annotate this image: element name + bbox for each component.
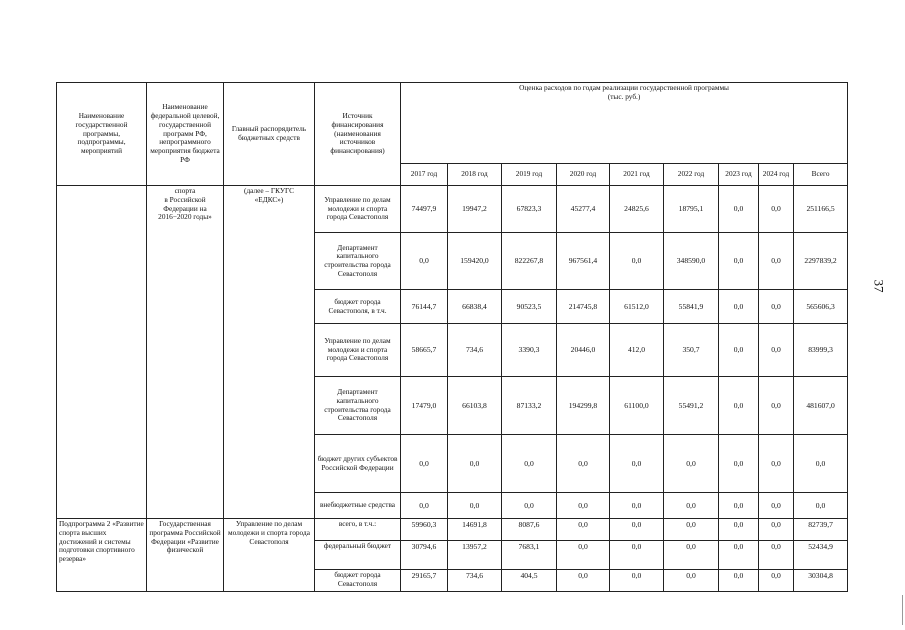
value-cell: 19947,2 bbox=[448, 186, 502, 233]
budget-table bbox=[56, 82, 848, 592]
value-cell: 0,0 bbox=[664, 435, 719, 493]
value-cell: 734,6 bbox=[448, 570, 502, 592]
value-cell: 0,0 bbox=[502, 493, 557, 519]
program-cell bbox=[57, 186, 147, 519]
value-cell: 0,0 bbox=[759, 435, 794, 493]
value-cell: 66103,8 bbox=[448, 377, 502, 435]
value-cell: 0,0 bbox=[719, 541, 759, 570]
value-cell: 29165,7 bbox=[401, 570, 448, 592]
value-cell: 59960,3 bbox=[401, 519, 448, 541]
value-cell: 61100,0 bbox=[610, 377, 664, 435]
value-cell: 45277,4 bbox=[557, 186, 610, 233]
value-cell: 0,0 bbox=[719, 493, 759, 519]
value-cell: 61512,0 bbox=[610, 290, 664, 324]
value-cell: 348590,0 bbox=[664, 233, 719, 290]
value-cell: 0,0 bbox=[448, 435, 502, 493]
value-cell: 0,0 bbox=[719, 233, 759, 290]
year-header: 2023 год bbox=[719, 164, 759, 186]
value-cell: 13957,2 bbox=[448, 541, 502, 570]
value-cell: 0,0 bbox=[557, 435, 610, 493]
value-cell: 404,5 bbox=[502, 570, 557, 592]
year-header: 2019 год bbox=[502, 164, 557, 186]
manager-cell: (далее – ГКУГС «ЕДКС») bbox=[224, 186, 315, 519]
value-cell: 58665,7 bbox=[401, 324, 448, 377]
value-cell: 0,0 bbox=[557, 570, 610, 592]
value-cell: 0,0 bbox=[610, 233, 664, 290]
value-cell: 251166,5 bbox=[794, 186, 848, 233]
value-cell: 0,0 bbox=[610, 570, 664, 592]
value-cell: 0,0 bbox=[557, 493, 610, 519]
value-cell: 0,0 bbox=[610, 519, 664, 541]
value-cell: 0,0 bbox=[759, 493, 794, 519]
federal-program-cell: Государственная программа Российской Федерации «Развитие физической bbox=[147, 519, 224, 592]
federal-program-cell: спорта в Российской Федерации на 2016−2020 годы» bbox=[147, 186, 224, 519]
value-cell: 0,0 bbox=[759, 233, 794, 290]
year-header: 2022 год bbox=[664, 164, 719, 186]
page-number: 37 bbox=[871, 279, 887, 293]
value-cell: 76144,7 bbox=[401, 290, 448, 324]
funding-source-cell: бюджет города Севастополя bbox=[315, 570, 401, 592]
value-cell: 0,0 bbox=[759, 570, 794, 592]
value-cell: 0,0 bbox=[719, 435, 759, 493]
value-cell: 3390,3 bbox=[502, 324, 557, 377]
value-cell: 0,0 bbox=[719, 377, 759, 435]
funding-source-cell: бюджет других субъектов Российской Федерации bbox=[315, 435, 401, 493]
header-estimate: Оценка расходов по годам реализации государственной программы (тыс. руб.) bbox=[401, 83, 848, 164]
table-row bbox=[57, 186, 848, 233]
value-cell: 30304,8 bbox=[794, 570, 848, 592]
value-cell: 0,0 bbox=[759, 290, 794, 324]
funding-source-cell: федеральный бюджет bbox=[315, 541, 401, 570]
year-header: 2021 год bbox=[610, 164, 664, 186]
value-cell: 0,0 bbox=[759, 377, 794, 435]
table-row bbox=[57, 519, 848, 541]
value-cell: 18795,1 bbox=[664, 186, 719, 233]
value-cell: 412,0 bbox=[610, 324, 664, 377]
year-header: 2020 год bbox=[557, 164, 610, 186]
funding-source-cell: бюджет города Севастополя, в т.ч. bbox=[315, 290, 401, 324]
header-source: Источник финансирования (наименования источников финансирования) bbox=[315, 83, 401, 186]
funding-source-cell: всего, в т.ч.: bbox=[315, 519, 401, 541]
header-federal: Наименование федеральной целевой, государственной программ РФ, непрограммного мероприятия бюджета РФ bbox=[147, 83, 224, 186]
value-cell: 0,0 bbox=[759, 186, 794, 233]
funding-source-cell: Управление по делам молодежи и спорта города Севастополя bbox=[315, 186, 401, 233]
value-cell: 14691,8 bbox=[448, 519, 502, 541]
value-cell: 0,0 bbox=[664, 541, 719, 570]
value-cell: 481607,0 bbox=[794, 377, 848, 435]
value-cell: 67823,3 bbox=[502, 186, 557, 233]
edge-mark bbox=[902, 595, 903, 625]
manager-cell: Управление по делам молодежи и спорта города Севастополя bbox=[224, 519, 315, 592]
value-cell: 0,0 bbox=[719, 324, 759, 377]
year-header: 2024 год bbox=[759, 164, 794, 186]
value-cell: 734,6 bbox=[448, 324, 502, 377]
program-cell: Подпрограмма 2 «Развитие спорта высших достижений и системы подготовки спортивного резерва» bbox=[57, 519, 147, 592]
header-row bbox=[57, 83, 848, 164]
value-cell: 0,0 bbox=[759, 541, 794, 570]
year-header: 2018 год bbox=[448, 164, 502, 186]
value-cell: 194299,8 bbox=[557, 377, 610, 435]
value-cell: 24825,6 bbox=[610, 186, 664, 233]
value-cell: 0,0 bbox=[759, 324, 794, 377]
value-cell: 2297839,2 bbox=[794, 233, 848, 290]
value-cell: 0,0 bbox=[448, 493, 502, 519]
funding-source-cell: внебюджетные средства bbox=[315, 493, 401, 519]
value-cell: 0,0 bbox=[401, 233, 448, 290]
value-cell: 565606,3 bbox=[794, 290, 848, 324]
value-cell: 0,0 bbox=[610, 541, 664, 570]
value-cell: 55841,9 bbox=[664, 290, 719, 324]
value-cell: 0,0 bbox=[719, 519, 759, 541]
value-cell: 0,0 bbox=[610, 493, 664, 519]
value-cell: 822267,8 bbox=[502, 233, 557, 290]
value-cell: 8087,6 bbox=[502, 519, 557, 541]
value-cell: 0,0 bbox=[557, 519, 610, 541]
year-header: Всего bbox=[794, 164, 848, 186]
funding-source-cell: Департамент капитального строительства города Севастополя bbox=[315, 377, 401, 435]
value-cell: 967561,4 bbox=[557, 233, 610, 290]
header-manager: Главный распорядитель бюджетных средств bbox=[224, 83, 315, 186]
header-program: Наименование государственной программы, подпрограммы, мероприятий bbox=[57, 83, 147, 186]
value-cell: 0,0 bbox=[719, 186, 759, 233]
value-cell: 52434,9 bbox=[794, 541, 848, 570]
value-cell: 87133,2 bbox=[502, 377, 557, 435]
value-cell: 350,7 bbox=[664, 324, 719, 377]
value-cell: 0,0 bbox=[759, 519, 794, 541]
funding-source-cell: Управление по делам молодежи и спорта города Севастополя bbox=[315, 324, 401, 377]
value-cell: 159420,0 bbox=[448, 233, 502, 290]
value-cell: 0,0 bbox=[794, 435, 848, 493]
value-cell: 0,0 bbox=[502, 435, 557, 493]
value-cell: 0,0 bbox=[719, 290, 759, 324]
value-cell: 214745,8 bbox=[557, 290, 610, 324]
value-cell: 66838,4 bbox=[448, 290, 502, 324]
value-cell: 0,0 bbox=[719, 570, 759, 592]
value-cell: 0,0 bbox=[664, 493, 719, 519]
value-cell: 7683,1 bbox=[502, 541, 557, 570]
value-cell: 90523,5 bbox=[502, 290, 557, 324]
value-cell: 0,0 bbox=[401, 435, 448, 493]
value-cell: 55491,2 bbox=[664, 377, 719, 435]
value-cell: 74497,9 bbox=[401, 186, 448, 233]
value-cell: 83999,3 bbox=[794, 324, 848, 377]
year-header: 2017 год bbox=[401, 164, 448, 186]
value-cell: 82739,7 bbox=[794, 519, 848, 541]
value-cell: 20446,0 bbox=[557, 324, 610, 377]
funding-source-cell: Департамент капитального строительства города Севастополя bbox=[315, 233, 401, 290]
value-cell: 30794,6 bbox=[401, 541, 448, 570]
value-cell: 0,0 bbox=[610, 435, 664, 493]
value-cell: 17479,0 bbox=[401, 377, 448, 435]
value-cell: 0,0 bbox=[401, 493, 448, 519]
value-cell: 0,0 bbox=[794, 493, 848, 519]
value-cell: 0,0 bbox=[557, 541, 610, 570]
value-cell: 0,0 bbox=[664, 519, 719, 541]
value-cell: 0,0 bbox=[664, 570, 719, 592]
